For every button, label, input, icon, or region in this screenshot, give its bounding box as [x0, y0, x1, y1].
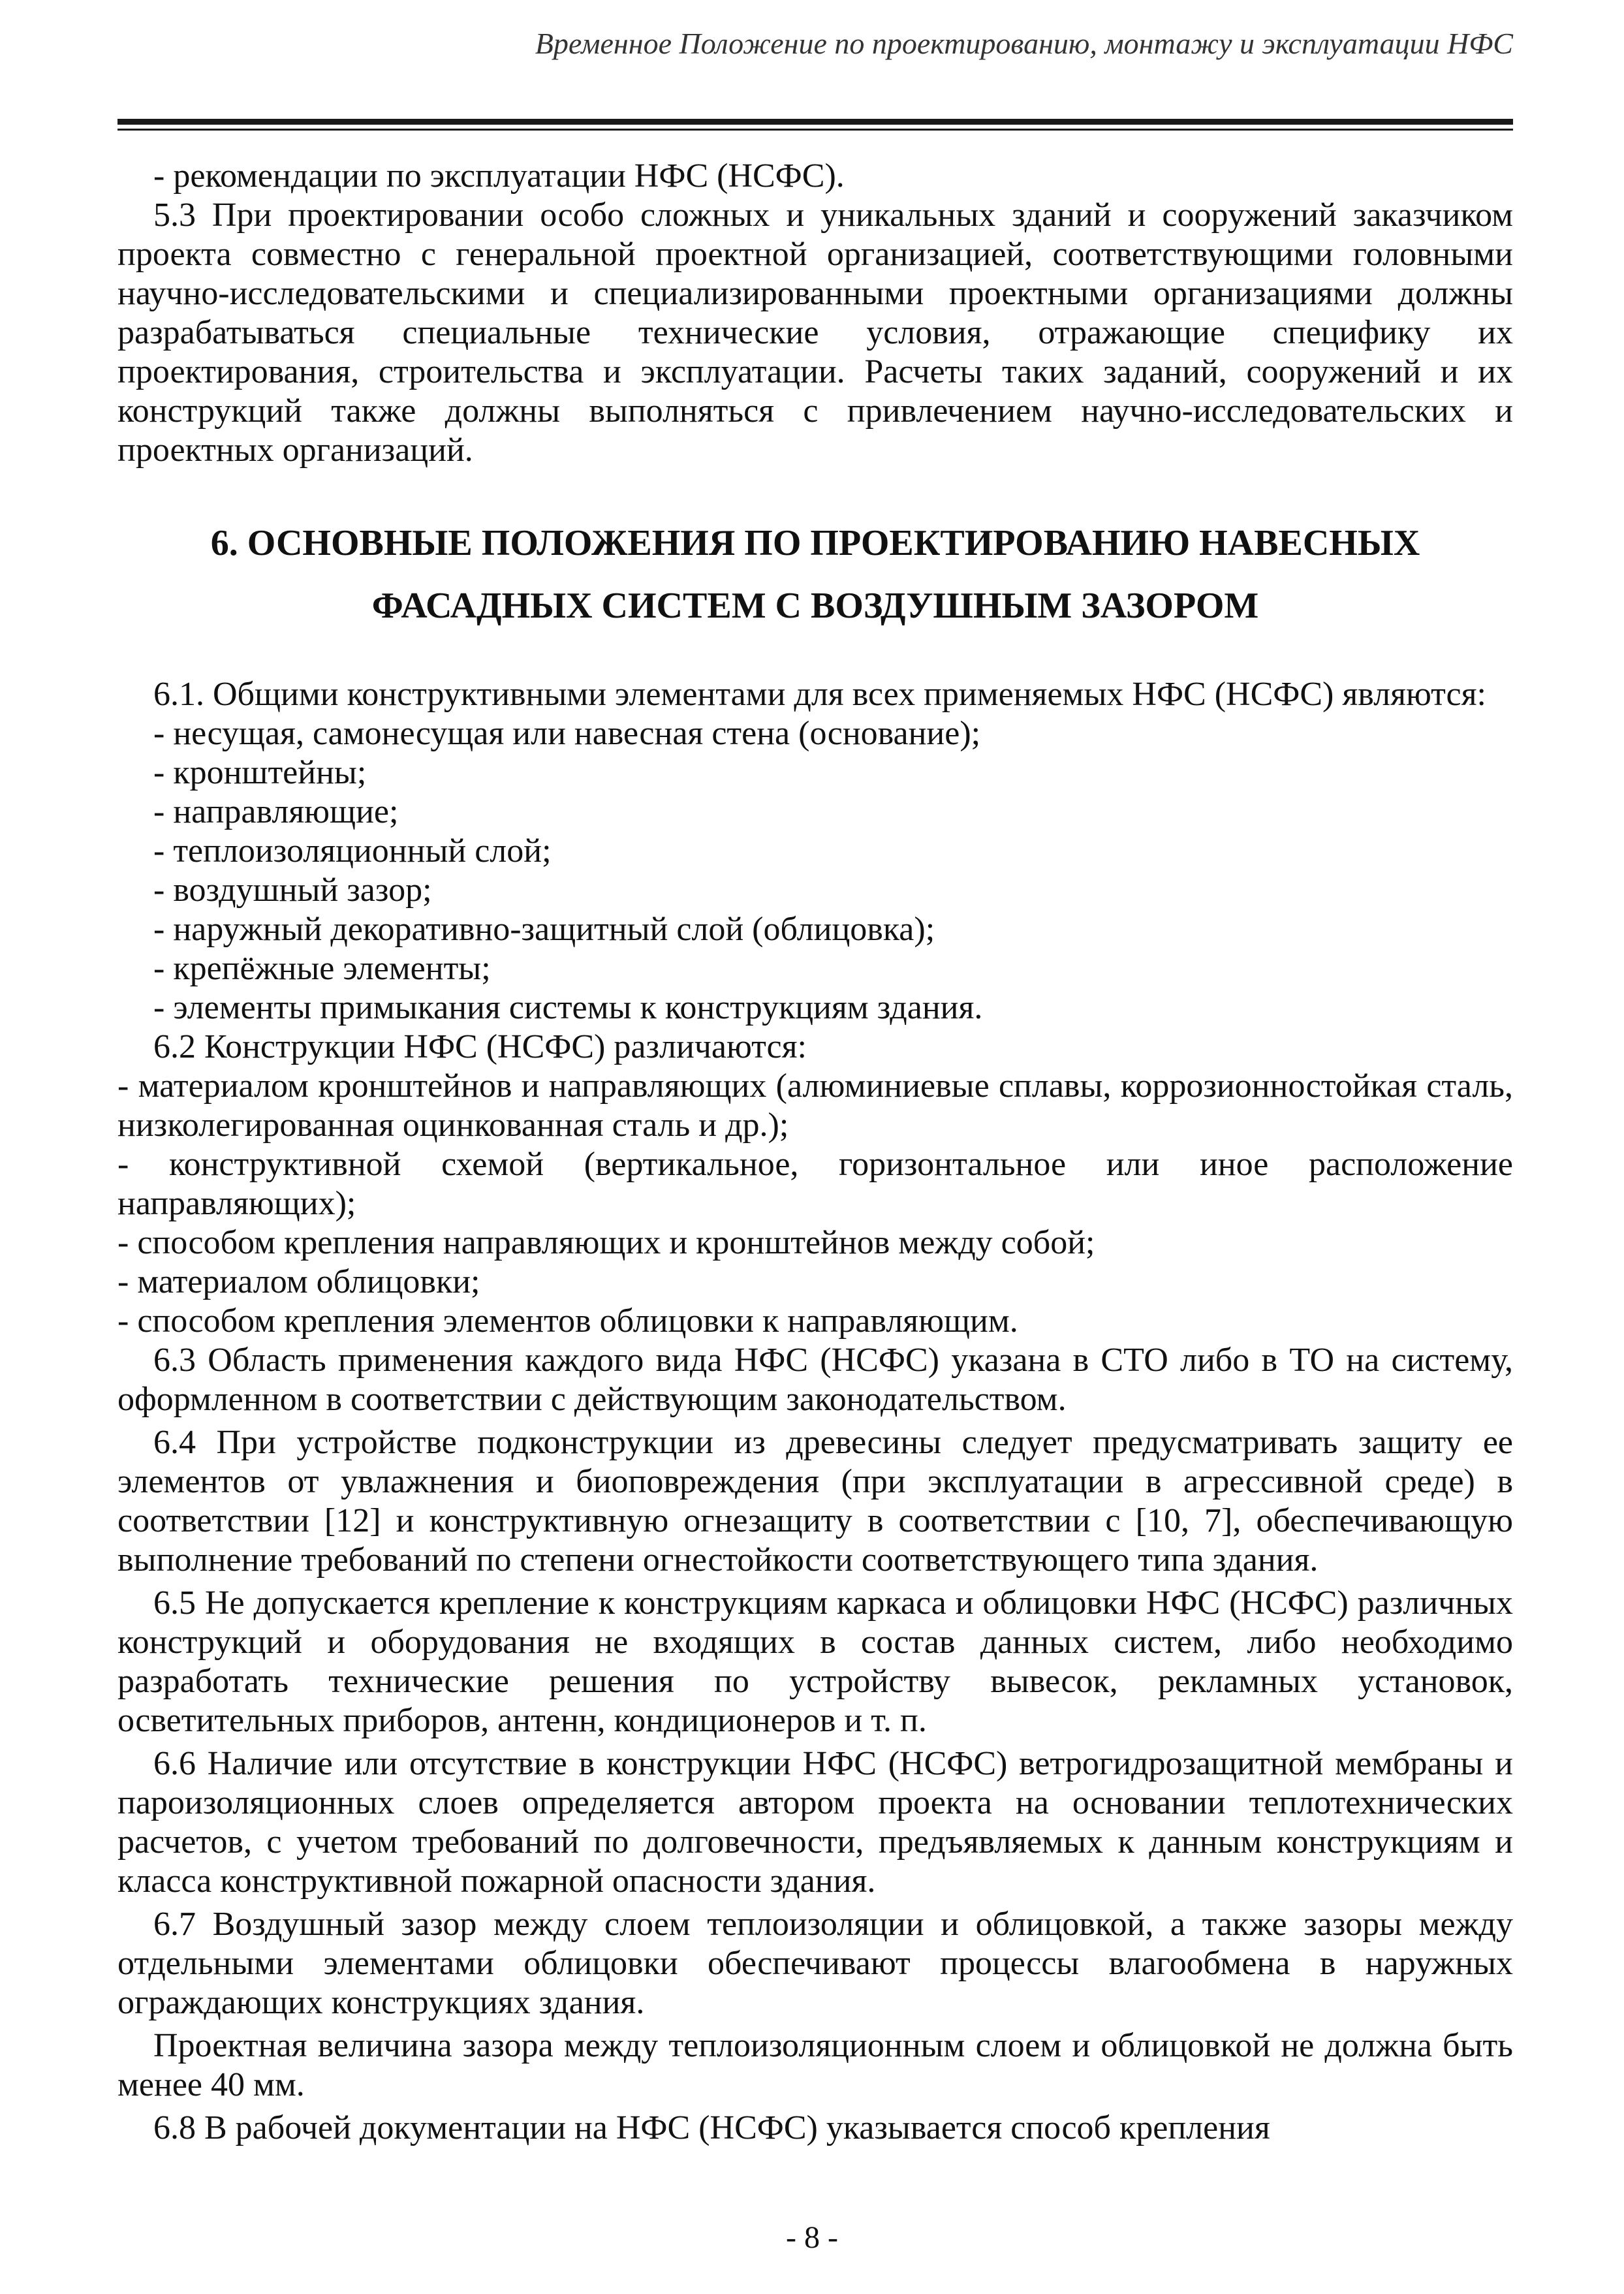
list-item: - конструктивной схемой (вертикальное, горизонтальное или иное расположение направляющих); — [117, 1146, 1513, 1222]
list-item: - кронштейны; — [153, 754, 367, 791]
paragraph-6-7: 6.7 Воздушный зазор между слоем теплоизоляции и облицовкой, а также зазоры между отдельными элементами облицовки обеспечивают процессы влагообмена в наружных ограждающих конструкциях здания. — [117, 1906, 1513, 2021]
list-item: - способом крепления элементов облицовки к направляющим. — [117, 1302, 1018, 1340]
paragraph-6-7-gap-size: Проектная величина зазора между теплоизоляционным слоем и облицовкой не должна быть менее 40 мм. — [117, 2027, 1513, 2103]
list-item: - способом крепления направляющих и кронштейнов между собой; — [117, 1224, 1095, 1261]
paragraph-5-3: 5.3 При проектировании особо сложных и уникальных зданий и сооружений заказчиком проекта совместно с генеральной проектной организацией, соответствующими головными научно-исследовательскими и специализированными проектными организациями должны разрабатываться специальные технические условия, отражающие специфику их проектирования, строительства и эксплуатации. Расчеты таких заданий, сооружений и их конструкций также должны выполняться с привлечением научно-исследовательских и проектных организаций. — [117, 196, 1513, 469]
list-item: - несущая, самонесущая или навесная стена (основание); — [153, 715, 981, 752]
paragraph-6-4: 6.4 При устройстве подконструкции из древесины следует предусматривать защиту ее элементов от увлажнения и биоповреждения (при эксплуатации в агрессивной среде) в соответствии [12] и конструктивную огнезащиту в соответствии с [10, 7], обеспечивающую выполнение требований по степени огнестойкости соответствующего типа здания. — [117, 1424, 1513, 1579]
header-rule-thin — [117, 129, 1513, 131]
header-rule-thick — [117, 119, 1513, 125]
paragraph-6-3: 6.3 Область применения каждого вида НФС (НСФС) указана в СТО либо в ТО на систему, оформленном в соответствии с действующим законодательством. — [117, 1342, 1513, 1418]
list-item: - наружный декоративно-защитный слой (облицовка); — [153, 911, 935, 948]
paragraph-6-1: 6.1. Общими конструктивными элементами для всех применяемых НФС (НСФС) являются: — [153, 676, 1486, 713]
paragraph-6-2: 6.2 Конструкции НФС (НСФС) различаются: — [153, 1028, 807, 1065]
list-item: - теплоизоляционный слой; — [153, 832, 552, 870]
list-item: - направляющие; — [153, 793, 399, 830]
page-body — [117, 157, 1513, 2148]
paragraph-6-8: 6.8 В рабочей документации на НФС (НСФС) указывается способ крепления — [153, 2109, 1270, 2146]
section-title-line-2: ФАСАДНЫХ СИСТЕМ С ВОЗДУШНЫМ ЗАЗОРОМ — [371, 586, 1259, 626]
list-item: - крепёжные элементы; — [153, 950, 491, 987]
paragraph-6-6: 6.6 Наличие или отсутствие в конструкции НФС (НСФС) ветрогидрозащитной мембраны и пароизоляционных слоев определяется автором проекта на основании теплотехнических расчетов, с учетом требований по долговечности, предъявляемых к данным конструкциям и класса конструктивной пожарной опасности здания. — [117, 1745, 1513, 1900]
paragraph-6-5: 6.5 Не допускается крепление к конструкциям каркаса и облицовки НФС (НСФС) различных конструкций и оборудования не входящих в состав данных систем, либо необходимо разработать технические решения по устройству вывесок, рекламных установок, осветительных приборов, антенн, кондиционеров и т. п. — [117, 1584, 1513, 1739]
list-item: - материалом кронштейнов и направляющих (алюминиевые сплавы, коррозионностойкая сталь, низколегированная оцинкованная сталь и др.); — [117, 1067, 1513, 1144]
paragraph-recommendations: - рекомендации по эксплуатации НФС (НСФС). — [153, 157, 845, 195]
running-header: Временное Положение по проектированию, монтажу и эксплуатации НФС — [535, 27, 1513, 60]
list-item: - элементы примыкания системы к конструкциям здания. — [153, 989, 983, 1026]
list-item: - воздушный зазор; — [153, 872, 432, 909]
list-item: - материалом облицовки; — [117, 1263, 480, 1300]
section-6-heading — [117, 512, 1513, 637]
section-title-line-1: 6. ОСНОВНЫЕ ПОЛОЖЕНИЯ ПО ПРОЕКТИРОВАНИЮ НАВЕСНЫХ — [210, 523, 1420, 563]
page-number: - 8 - — [786, 2220, 838, 2255]
